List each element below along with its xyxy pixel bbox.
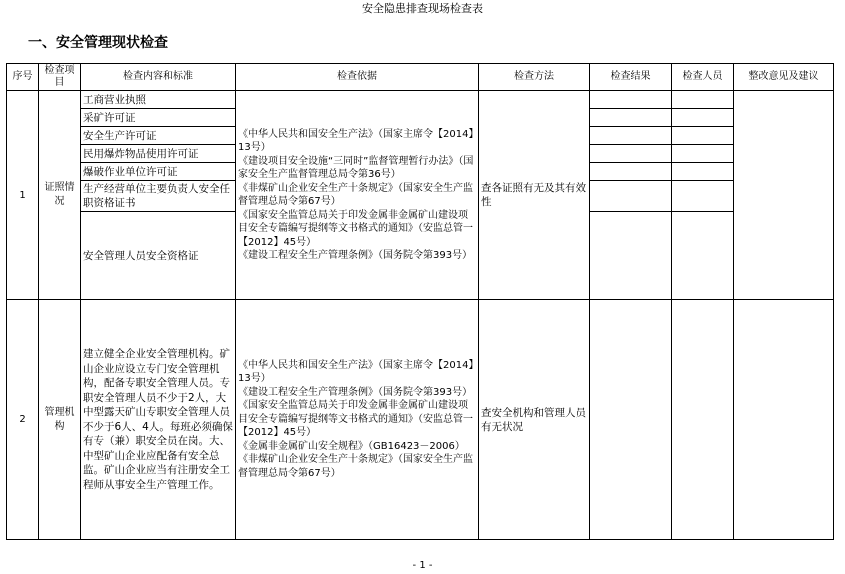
basis-line: 《非煤矿山企业安全生产十条规定》（国家安全生产监督管理总局令第67号） bbox=[238, 182, 473, 207]
header-row bbox=[7, 64, 834, 91]
basis-line: 《建设项目安全设施“三同时”监督管理暂行办法》（国家安全生产监督管理总局令第36号） bbox=[238, 155, 474, 180]
result-cell[interactable] bbox=[590, 163, 672, 181]
section-title: 一、安全管理现状检查 bbox=[28, 35, 168, 51]
header-suggestion: 整改意见及建议 bbox=[734, 64, 834, 91]
standard-cell: 爆破作业单位许可证 bbox=[81, 163, 236, 181]
row-number: 2 bbox=[7, 300, 39, 540]
standard-cell: 民用爆炸物品使用许可证 bbox=[81, 145, 236, 163]
table-row bbox=[7, 300, 834, 540]
header-standard: 检查内容和标准 bbox=[81, 64, 236, 91]
header-item: 检查项目 bbox=[39, 64, 81, 91]
result-cell[interactable] bbox=[590, 181, 672, 212]
basis-line: 《国家安全监管总局关于印发金属非金属矿山建设项目安全专篇编写提纲等文书格式的通知》（安监总管一【2012】45号） bbox=[238, 400, 473, 439]
header-no: 序号 bbox=[7, 64, 39, 91]
result-cell[interactable] bbox=[590, 145, 672, 163]
basis-line: 《金属非金属矿山安全规程》（GB16423－2006） bbox=[238, 440, 465, 452]
result-cell[interactable] bbox=[590, 109, 672, 127]
method-cell: 查安全机构和管理人员有无状况 bbox=[479, 300, 590, 540]
suggestion-cell[interactable] bbox=[734, 91, 834, 300]
basis-cell bbox=[236, 300, 479, 540]
inspector-cell[interactable] bbox=[672, 181, 734, 212]
standard-cell: 安全生产许可证 bbox=[81, 127, 236, 145]
standard-cell: 采矿许可证 bbox=[81, 109, 236, 127]
inspector-cell[interactable] bbox=[672, 109, 734, 127]
result-cell[interactable] bbox=[590, 127, 672, 145]
header-result: 检查结果 bbox=[590, 64, 672, 91]
inspector-cell[interactable] bbox=[672, 163, 734, 181]
standard-cell: 安全管理人员安全资格证 bbox=[81, 212, 236, 300]
header-inspector: 检查人员 bbox=[672, 64, 734, 91]
row-item: 管理机构 bbox=[39, 300, 81, 540]
page-number: - 1 - bbox=[412, 560, 433, 571]
inspector-cell[interactable] bbox=[672, 212, 734, 300]
result-cell[interactable] bbox=[590, 212, 672, 300]
row-number: 1 bbox=[7, 91, 39, 300]
basis-cell bbox=[236, 91, 479, 300]
method-cell: 查各证照有无及其有效性 bbox=[479, 91, 590, 300]
header-method: 检查方法 bbox=[479, 64, 590, 91]
basis-line: 《非煤矿山企业安全生产十条规定》（国家安全生产监督管理总局令第67号） bbox=[238, 454, 473, 479]
inspector-cell[interactable] bbox=[672, 127, 734, 145]
standard-cell: 工商营业执照 bbox=[81, 91, 236, 109]
standard-cell: 生产经营单位主要负责人安全任职资格证书 bbox=[81, 181, 236, 212]
result-cell[interactable] bbox=[590, 91, 672, 109]
basis-line: 《中华人民共和国安全生产法》（国家主席令【2014】13号） bbox=[238, 128, 474, 153]
basis-line: 《建设工程安全生产管理条例》（国务院令第393号） bbox=[238, 250, 473, 261]
basis-line: 《中华人民共和国安全生产法》（国家主席令【2014】13号） bbox=[238, 359, 474, 385]
inspector-cell[interactable] bbox=[672, 91, 734, 109]
document-title: 安全隐患排查现场检查表 bbox=[362, 2, 483, 15]
row-item: 证照情况 bbox=[39, 91, 81, 300]
basis-line: 《国家安全监管总局关于印发金属非金属矿山建设项目安全专篇编写提纲等文书格式的通知》（安监总管一【2012】45号） bbox=[238, 209, 473, 248]
table-row bbox=[7, 91, 834, 109]
inspection-table bbox=[6, 63, 834, 540]
inspector-cell[interactable] bbox=[672, 145, 734, 163]
header-basis: 检查依据 bbox=[236, 64, 479, 91]
suggestion-cell[interactable] bbox=[734, 300, 834, 540]
result-cell[interactable] bbox=[590, 300, 672, 540]
basis-line: 《建设工程安全生产管理条例》（国务院令第393号） bbox=[238, 386, 473, 398]
inspector-cell[interactable] bbox=[672, 300, 734, 540]
standard-cell: 建立健全企业安全管理机构。矿山企业应设立专门安全管理机构，配备专职安全管理人员。专职安全管理人员不少于2人，大中型露天矿山专职安全管理人员不少于6人、4人。每班必须确保有专（兼）职安全员在岗。大、中型矿山企业应配备有安全总监。矿山企业应当有注册安全工程师从事安全生产管理工作。 bbox=[81, 300, 236, 540]
